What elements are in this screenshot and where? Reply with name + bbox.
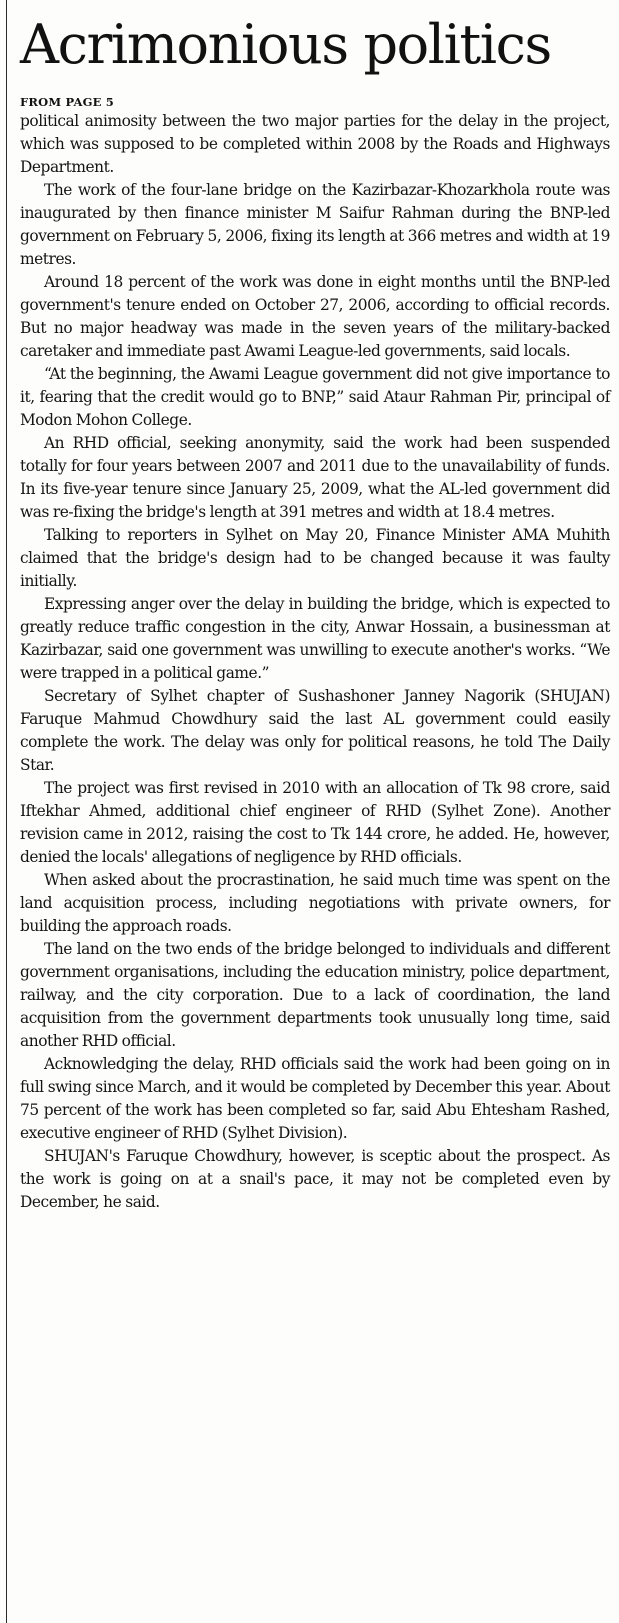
jump-label: FROM PAGE 5 [20, 95, 114, 109]
article-body [20, 110, 610, 1214]
article-paragraph: The project was first revised in 2010 with an allocation of Tk 98 crore, said Iftekhar Ahmed, additional chief engineer of RHD (Sylhet Zone). Another revision came in 2012, raising the cost to Tk 144 crore, he added. He, however, denied the locals' allegations of negligence by RHD officials. [20, 779, 610, 866]
article-paragraph: The work of the four-lane bridge on the Kazirbazar-Khozarkhola route was inaugurated by then finance minister M Saifur Rahman during the BNP-led government on February 5, 2006, fixing its length at 366 metres and width at 19 metres. [20, 181, 610, 268]
article-paragraph: Expressing anger over the delay in building the bridge, which is expected to greatly reduce traffic congestion in the city, Anwar Hossain, a businessman at Kazirbazar, said one government was unwilling to execute another's works. “We were trapped in a political game.” [20, 595, 610, 682]
article-headline: Acrimonious politics [20, 13, 551, 76]
article-paragraph: An RHD official, seeking anonymity, said the work had been suspended totally for four years between 2007 and 2011 due to the unavailability of funds. In its five-year tenure since January 25, 2009, what the AL-led government did was re-fixing the bridge's length at 391 metres and width at 18.4 metres. [20, 434, 610, 521]
article-paragraph: SHUJAN's Faruque Chowdhury, however, is sceptic about the prospect. As the work is going on at a snail's pace, it may not be completed even by December, he said. [20, 1147, 610, 1211]
article-paragraph: Acknowledging the delay, RHD officials said the work had been going on in full swing since March, and it would be completed by December this year. About 75 percent of the work has been completed so far, said Abu Ehtesham Rashed, executive engineer of RHD (Sylhet Division). [20, 1055, 610, 1142]
article-paragraph: When asked about the procrastination, he said much time was spent on the land acquisition process, including negotiations with private owners, for building the approach roads. [20, 871, 610, 935]
column-rule [6, 0, 7, 1623]
article-paragraph: Secretary of Sylhet chapter of Sushashoner Janney Nagorik (SHUJAN) Faruque Mahmud Chowdhury said the last AL government could easily complete the work. The delay was only for political reasons, he told The Daily Star. [20, 687, 610, 774]
article-paragraph: “At the beginning, the Awami League government did not give importance to it, fearing that the credit would go to BNP,” said Ataur Rahman Pir, principal of Modon Mohon College. [20, 365, 610, 429]
article-paragraph: political animosity between the two major parties for the delay in the project, which was supposed to be completed within 2008 by the Roads and Highways Department. [20, 112, 610, 176]
article-paragraph: Talking to reporters in Sylhet on May 20, Finance Minister AMA Muhith claimed that the bridge's design had to be changed because it was faulty initially. [20, 526, 610, 590]
article-paragraph: Around 18 percent of the work was done in eight months until the BNP-led government's tenure ended on October 27, 2006, according to official records. But no major headway was made in the seven years of the military-backed caretaker and immediate past Awami League-led governments, said locals. [20, 273, 610, 360]
article-paragraph: The land on the two ends of the bridge belonged to individuals and different government organisations, including the education ministry, police department, railway, and the city corporation. Due to a lack of coordination, the land acquisition from the government departments took unusually long time, said another RHD official. [20, 940, 610, 1050]
